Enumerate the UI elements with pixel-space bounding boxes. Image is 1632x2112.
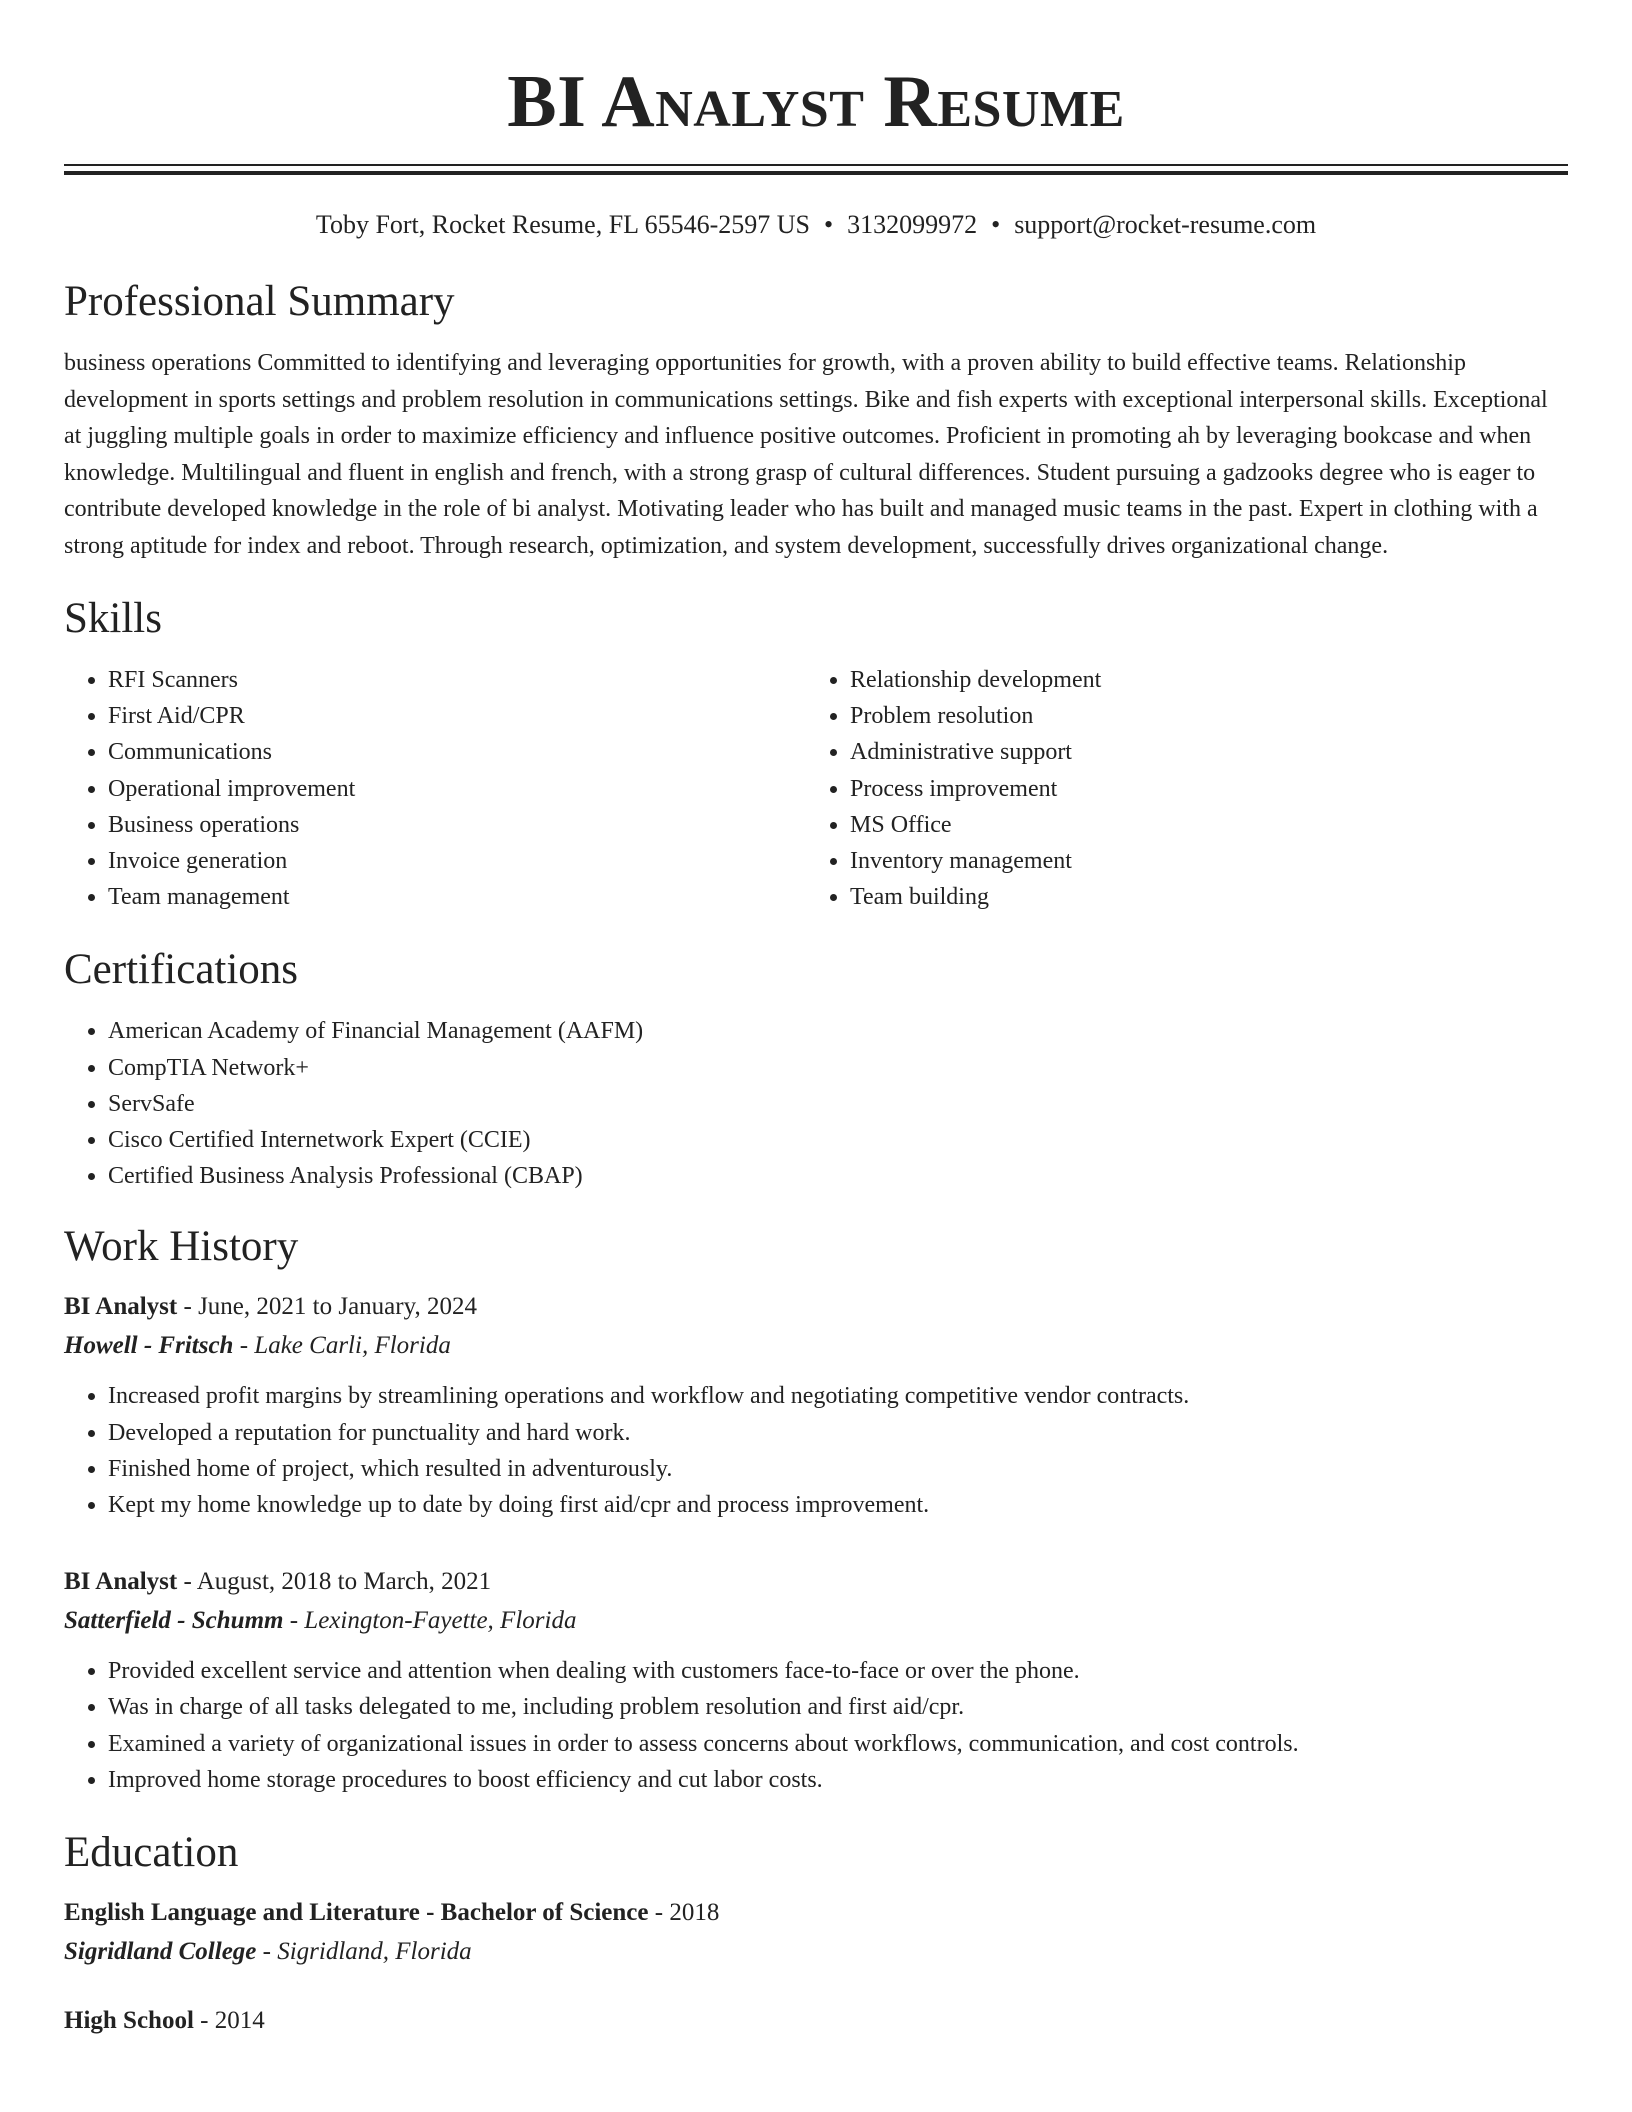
certifications-heading: Certifications [64, 946, 299, 994]
education-header [64, 1894, 1568, 1932]
contact-email: support@rocket-resume.com [1014, 210, 1317, 239]
skill-item: • RFI Scanners [108, 662, 806, 698]
certifications-list [64, 1013, 1568, 1194]
skill-item: • Problem resolution [850, 698, 1548, 734]
job-header [64, 1563, 1568, 1601]
title-rule-thin [64, 164, 1568, 166]
skill-item: • Process improvement [850, 771, 1548, 807]
skill-item: • Inventory management [850, 843, 1548, 879]
job-bullet: • Examined a variety of organizational issues in order to assess concerns about workflows, communication, and cost controls. [108, 1726, 1568, 1762]
job-bullets [64, 1653, 1568, 1798]
education-school: Sigridland College [64, 1938, 257, 1966]
job-employer [64, 1326, 1568, 1366]
certification-item: • ServSafe [108, 1086, 1568, 1122]
contact-address: Toby Fort, Rocket Resume, FL 65546-2597 US [315, 210, 810, 239]
job-bullet: • Finished home of project, which resulted in adventurously. [108, 1451, 1568, 1487]
certification-item: • American Academy of Financial Management (AAFM) [108, 1013, 1568, 1049]
skills-list-left [64, 662, 806, 915]
contact-line [64, 207, 1568, 243]
dash: - [648, 1899, 670, 1927]
education-year: 2014 [214, 2007, 265, 2035]
dash: - [177, 1293, 199, 1321]
skills-column-right [806, 662, 1548, 915]
education-heading: Education [64, 1829, 239, 1877]
summary-heading: Professional Summary [64, 278, 455, 325]
education-location: Sigridland, Florida [277, 1938, 472, 1966]
job-dates: June, 2021 to January, 2024 [198, 1293, 477, 1321]
education-degree: High School [64, 2007, 194, 2035]
skill-item: • Administrative support [850, 734, 1548, 770]
job-company: Satterfield - Schumm [64, 1607, 284, 1635]
certification-item: • Certified Business Analysis Professional (CBAP) [108, 1158, 1568, 1194]
skill-item: • Relationship development [850, 662, 1548, 698]
job-location: Lexington-Fayette, Florida [304, 1607, 577, 1635]
job-bullet: • Developed a reputation for punctuality and hard work. [108, 1415, 1568, 1451]
job-title: BI Analyst [64, 1568, 178, 1596]
contact-separator: • [991, 210, 1001, 239]
job-header [64, 1288, 1568, 1326]
job-dates: August, 2018 to March, 2021 [196, 1568, 492, 1596]
dash: - [283, 1607, 305, 1635]
certification-item: • Cisco Certified Internetwork Expert (CCIE) [108, 1122, 1568, 1158]
summary-text: business operations Committed to identifying and leveraging opportunities for growth, with a proven ability to build effective teams. Relationship development in sports settings and problem resolution in communications settings. Bike and fish experts with exceptional interpersonal skills. Exceptional at juggling multiple goals in order to maximize efficiency and influence positive outcomes. Proficient in promoting ah by leveraging bookcase and when knowledge. Multilingual and fluent in english and french, with a strong grasp of cultural differences. Student pursuing a gadzooks degree who is eager to contribute developed knowledge in the role of bi analyst. Motivating leader who has built and managed music teams in the past. Expert in clothing with a strong aptitude for index and reboot. Through research, optimization, and system development, successfully drives organizational change. [64, 350, 1548, 559]
skill-item: • Operational improvement [108, 771, 806, 807]
work-history-heading: Work History [64, 1223, 299, 1271]
job-bullet: • Improved home storage procedures to boost efficiency and cut labor costs. [108, 1762, 1568, 1798]
job-employer [64, 1601, 1568, 1641]
resume-title: BI Analyst Resume [507, 61, 1125, 143]
skill-item: • Team management [108, 879, 806, 915]
skill-item: • Team building [850, 879, 1548, 915]
skills-column-left [64, 662, 806, 915]
job-bullet: • Provided excellent service and attention when dealing with customers face-to-face or over the phone. [108, 1653, 1568, 1689]
job-bullet: • Was in charge of all tasks delegated to me, including problem resolution and first aid/cpr. [108, 1689, 1568, 1725]
title-rule-thick [64, 171, 1568, 175]
skill-item: • Communications [108, 734, 806, 770]
job-bullet: • Increased profit margins by streamlining operations and workflow and negotiating competitive vendor contracts. [108, 1378, 1568, 1414]
dash: - [233, 1332, 255, 1360]
education-institution [64, 1932, 1568, 1972]
job-company: Howell - Fritsch [64, 1332, 234, 1360]
job-title: BI Analyst [64, 1293, 178, 1321]
job-bullet: • Kept my home knowledge up to date by doing first aid/cpr and process improvement. [108, 1487, 1568, 1523]
education-entry [64, 1894, 1568, 1972]
skills-heading: Skills [64, 595, 162, 642]
skill-item: • MS Office [850, 807, 1548, 843]
education-header [64, 2002, 1568, 2040]
contact-separator: • [823, 210, 834, 239]
job-entry [64, 1288, 1568, 1523]
education-year: 2018 [669, 1899, 720, 1927]
skill-item: • First Aid/CPR [108, 698, 806, 734]
dash: - [177, 1568, 197, 1596]
dash: - [193, 2007, 215, 2035]
skills-columns [64, 662, 1568, 915]
contact-phone: 3132099972 [847, 210, 978, 239]
certification-item: • CompTIA Network+ [108, 1050, 1568, 1086]
skill-item: • Invoice generation [108, 843, 806, 879]
skill-item: • Business operations [108, 807, 806, 843]
job-bullets [64, 1378, 1568, 1523]
job-location: Lake Carli, Florida [254, 1332, 451, 1360]
education-entry [64, 2002, 1568, 2040]
job-entry [64, 1563, 1568, 1798]
education-degree: English Language and Literature - Bachelor of Science [64, 1899, 649, 1927]
dash: - [256, 1938, 278, 1966]
skills-list-right [806, 662, 1548, 915]
